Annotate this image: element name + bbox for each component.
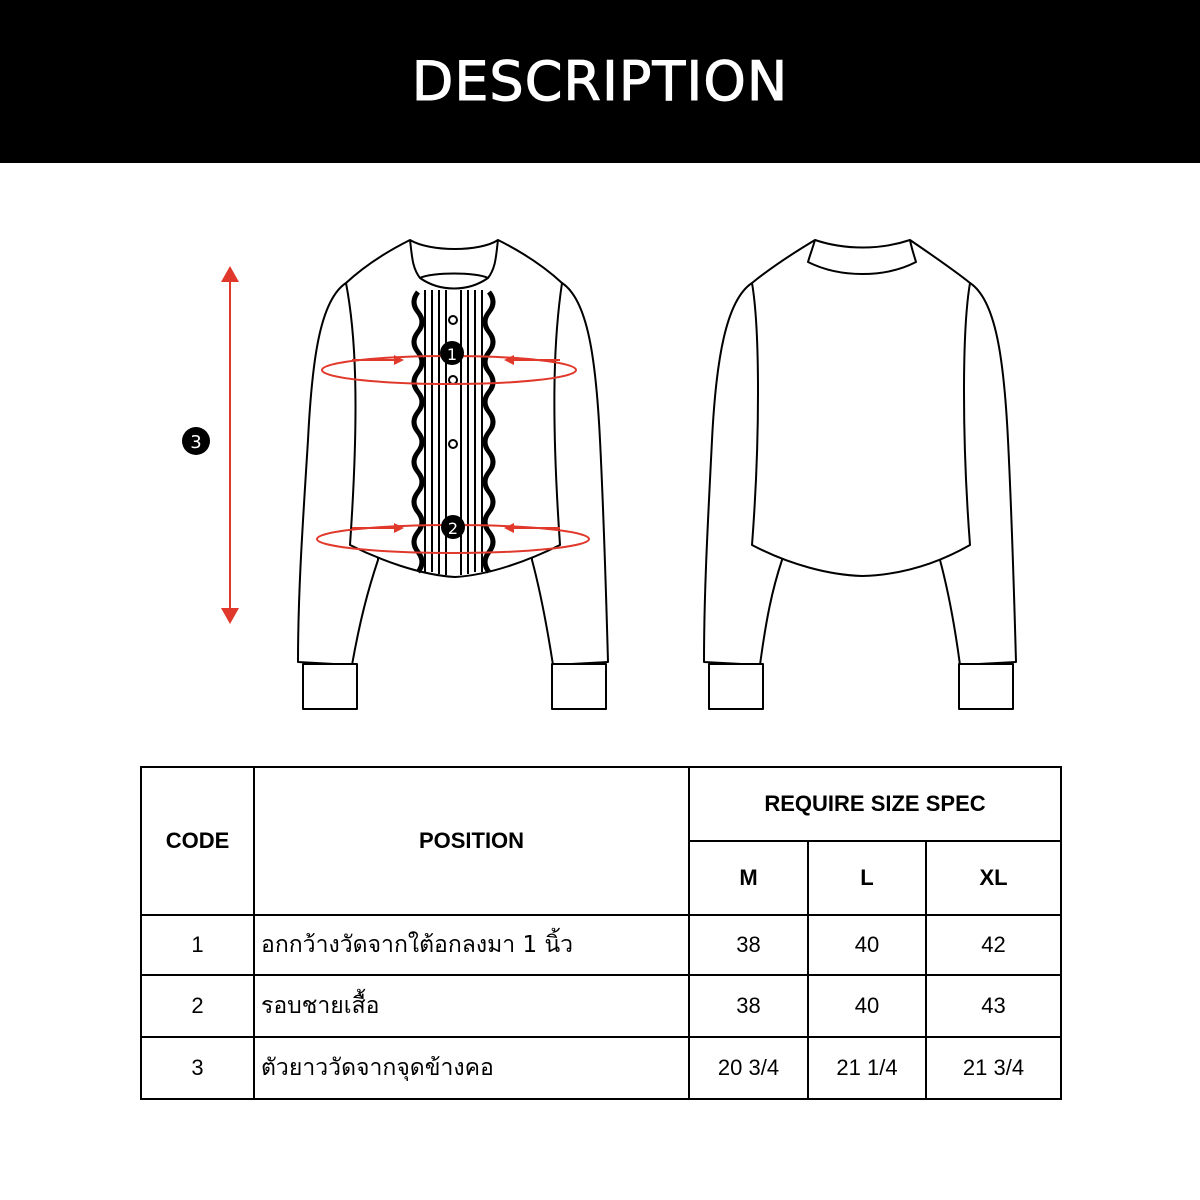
row-position: อกกว้างวัดจากใต้อกลงมา 1 นิ้ว <box>254 915 689 975</box>
page-title: DESCRIPTION <box>411 50 789 113</box>
shirt-front <box>298 240 608 709</box>
back-left-cuff <box>709 664 763 709</box>
svg-text:2: 2 <box>447 519 459 538</box>
size-header-xl: XL <box>926 841 1061 915</box>
row-code: 2 <box>141 975 254 1037</box>
svg-text:3: 3 <box>190 432 202 453</box>
row-position: ตัวยาววัดจากจุดข้างคอ <box>254 1037 689 1099</box>
size-header-m: M <box>689 841 808 915</box>
row-size-l: 40 <box>808 915 926 975</box>
row-size-xl: 43 <box>926 975 1061 1037</box>
row-size-m: 20 3/4 <box>689 1037 808 1099</box>
marker-2 <box>441 515 465 539</box>
table-row <box>141 975 1061 1037</box>
row-position: รอบชายเสื้อ <box>254 975 689 1037</box>
row-code: 1 <box>141 915 254 975</box>
back-right-cuff <box>959 664 1013 709</box>
position-header: POSITION <box>254 767 689 915</box>
marker-1 <box>440 341 464 365</box>
shirt-back <box>704 240 1016 709</box>
row-size-xl: 21 3/4 <box>926 1037 1061 1099</box>
button <box>449 376 457 384</box>
svg-text:1: 1 <box>446 345 458 364</box>
button <box>449 440 457 448</box>
table-row <box>141 915 1061 975</box>
row-size-xl: 42 <box>926 915 1061 975</box>
size-spec-table <box>140 766 1062 1100</box>
header-bar <box>0 0 1200 163</box>
front-left-cuff <box>303 664 357 709</box>
marker-3 <box>182 427 210 455</box>
code-header: CODE <box>141 767 254 915</box>
back-body <box>752 240 970 576</box>
length-measure <box>221 266 239 624</box>
table-row <box>141 1037 1061 1099</box>
front-right-cuff <box>552 664 606 709</box>
row-size-l: 40 <box>808 975 926 1037</box>
button <box>449 316 457 324</box>
spec-header: REQUIRE SIZE SPEC <box>689 767 1061 841</box>
row-code: 3 <box>141 1037 254 1099</box>
row-size-m: 38 <box>689 915 808 975</box>
row-size-l: 21 1/4 <box>808 1037 926 1099</box>
garment-diagram <box>0 163 1200 763</box>
size-header-l: L <box>808 841 926 915</box>
row-size-m: 38 <box>689 975 808 1037</box>
